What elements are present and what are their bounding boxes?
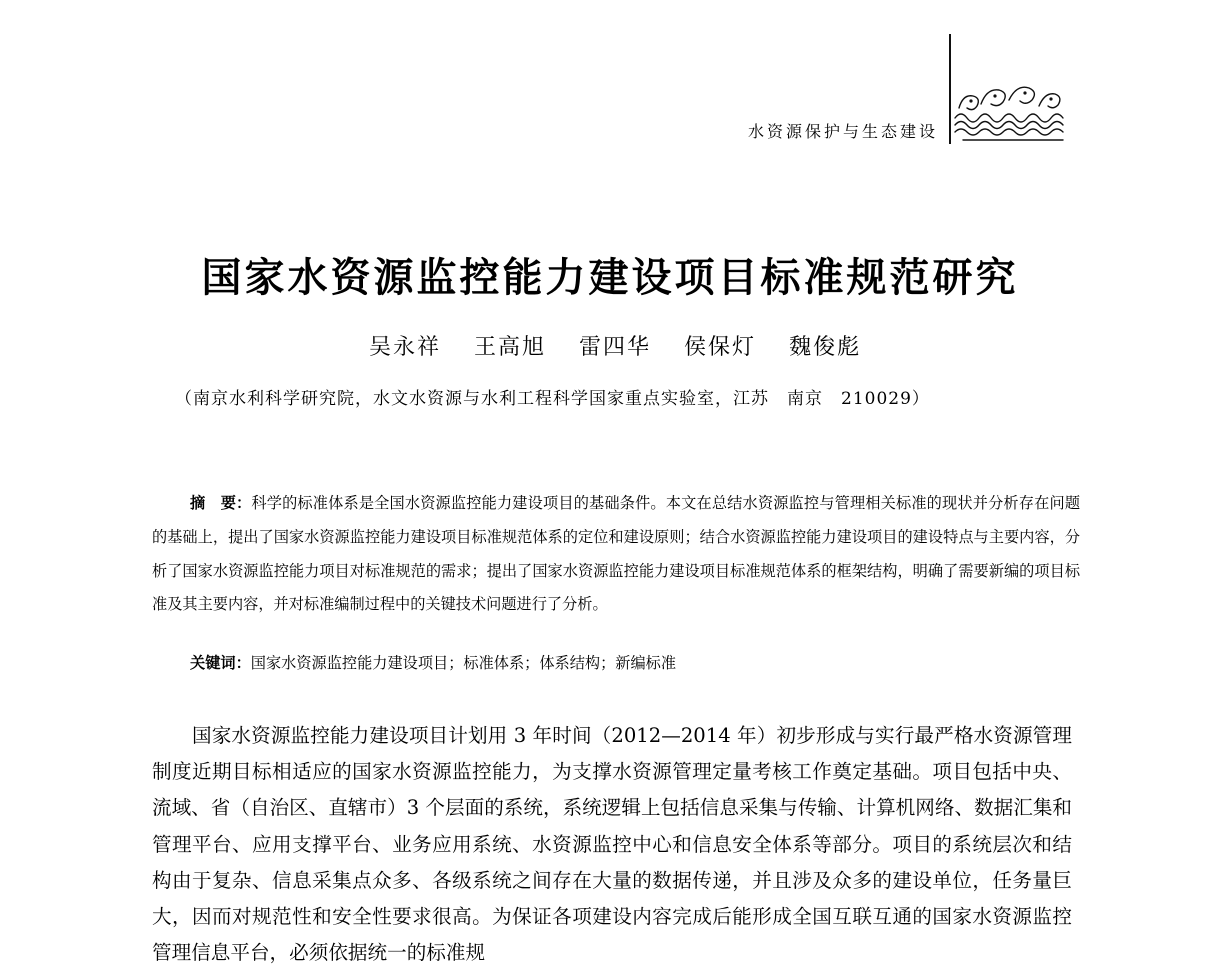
body-paragraph: 国家水资源监控能力建设项目计划用 3 年时间（2012—2014 年）初步形成与实行最严格水资源管理制度近期目标相适应的国家水资源监控能力，为支撑水资源管理定量考核工作奠定基础。项目包括中央、流域、省（自治区、直辖市）3 个层面的系统，系统逻辑上包括信息采集与传输、计算机网络、数据汇集和管理平台、应用支撑平台、业务应用系统、水资源监控中心和信息安全体系等部分。项目的系统层次和结构由于复杂、信息采集点众多、各级系统之间存在大量的数据传递，并且涉及众多的建设单位，任务量巨大，因而对规范性和安全性要求很高。为保证各项建设内容完成后能形成全国互联互通的国家水资源监控管理信息平台，必须依据统一的标准规 [152,724,1073,965]
abstract-text: 科学的标准体系是全国水资源监控能力建设项目的基础条件。本文在总结水资源监控与管理相关标准的现状并分析存在问题的基础上，提出了国家水资源监控能力建设项目标准规范体系的定位和建设原则；结合水资源监控能力建设项目的建设特点与主要内容，分析了国家水资源监控能力项目对标准规范的需求；提出了国家水资源监控能力建设项目标准规范体系的框架结构，明确了需要新编的项目标准及其主要内容，并对标准编制过程中的关键技术问题进行了分析。 [152,494,1081,614]
wave-logo-icon [951,78,1071,143]
keywords [190,652,676,673]
author-name: 雷四华 [579,335,652,360]
running-title: 水资源保护与生态建设 [748,122,939,141]
author-name: 魏俊彪 [789,335,862,360]
abstract-label: 摘 要： [190,494,252,512]
paper-title: 国家水资源监控能力建设项目标准规范研究 [201,255,1019,301]
keywords-label: 关键词： [190,654,251,672]
author-list [369,330,861,361]
affiliation: （南京水利科学研究院，水文水资源与水利工程科学国家重点实验室，江苏 南京 210029） [175,389,930,409]
author-name: 吴永祥 [369,335,442,360]
abstract [152,487,1080,622]
keywords-text: 国家水资源监控能力建设项目；标准体系；体系结构；新编标准 [250,654,676,672]
author-name: 侯保灯 [684,335,757,360]
author-name: 王高旭 [474,335,547,360]
